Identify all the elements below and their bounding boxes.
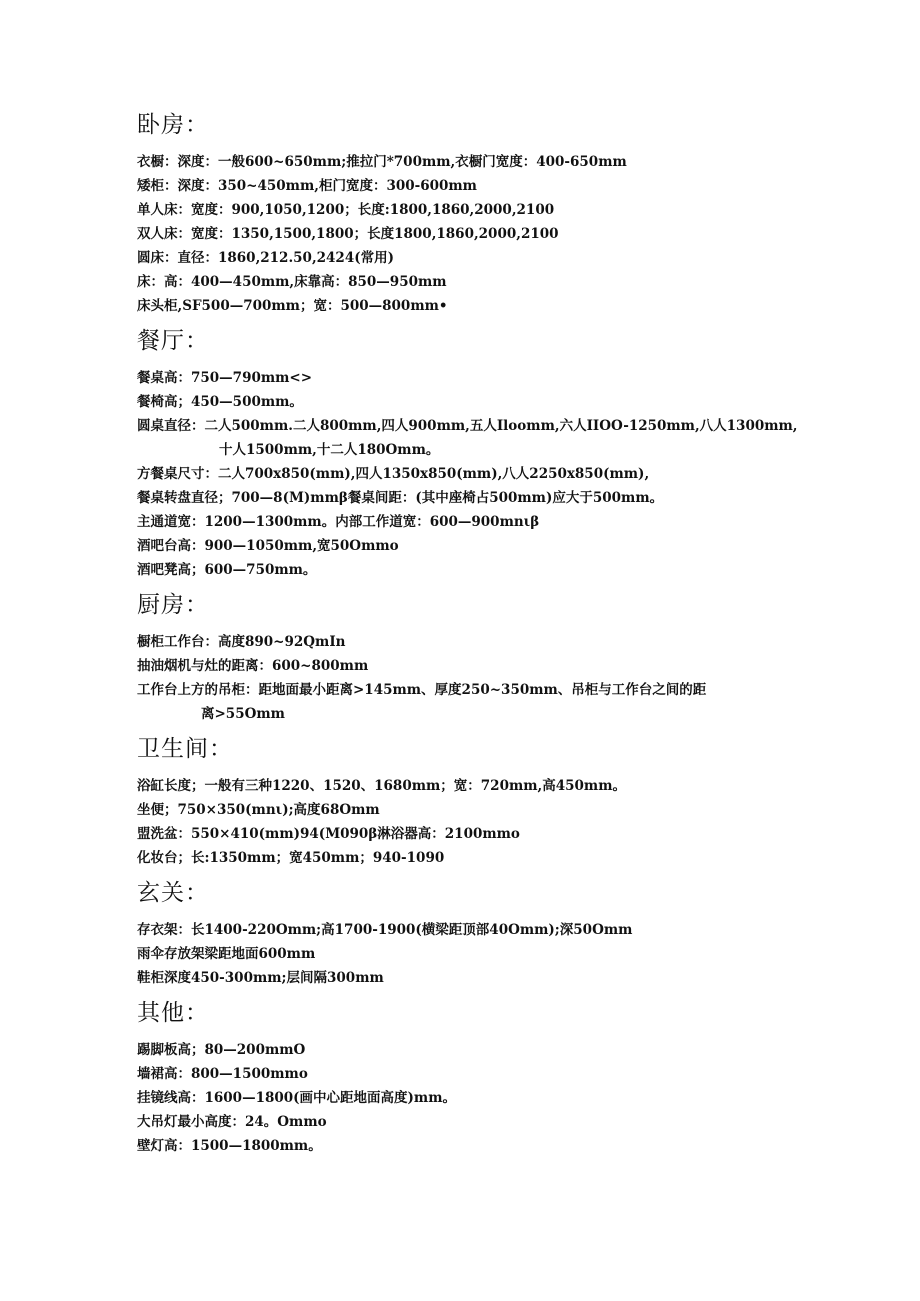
text-line: 酒吧台高：900—1050mm,宽50Ommo	[137, 538, 399, 554]
text-line: 化妆台；长:1350mm；宽450mm；940-1090	[137, 850, 445, 866]
text-line: 酒吧凳高；600—750mm。	[137, 562, 317, 578]
section-dining-room	[137, 324, 797, 582]
section-title: 卫生间：	[137, 736, 233, 762]
text-line: 主通道宽：1200—1300mm。内部工作道宽：600—900mnιβ	[137, 514, 540, 530]
section-title: 厨房：	[137, 592, 209, 618]
text-line: 衣橱：深度：一般600~650mm;推拉门*700mm,衣橱门宽度：400-650mm	[137, 154, 627, 170]
section-title: 玄关：	[137, 880, 209, 906]
text-line: 鞋柜深度450-300mm;层间隔300mm	[137, 970, 384, 986]
section-bathroom	[137, 732, 797, 870]
text-line: 餐椅高；450—500mm。	[137, 394, 303, 410]
text-line: 床头柜,SF500—700mm；宽：500—800mm•	[137, 298, 448, 314]
text-line: 存衣架：长1400-220Omm;高1700-1900(横梁距顶部40Omm);深50Omm	[137, 922, 633, 938]
text-line: 方餐桌尺寸：二人700x850(mm),四人1350x850(mm),八人2250x850(mm),	[137, 466, 650, 482]
section-title: 餐厅：	[137, 328, 209, 354]
text-line: 踢脚板高；80—200mmO	[137, 1042, 306, 1058]
text-line: 盟洗盆：550×410(mm)94(M090β淋浴器高：2100mmo	[137, 826, 520, 842]
section-title: 卧房：	[137, 112, 209, 138]
text-line: 圆桌直径：二人500mm.二人800mm,四人900mm,五人Iloomm,六人IIOO-1250mm,八人1300mm,	[137, 418, 798, 434]
text-line: 墙裙高：800—1500mmo	[137, 1066, 308, 1082]
text-line-continuation: 离>55Omm	[201, 706, 285, 722]
text-line: 单人床：宽度：900,1050,1200；长度:1800,1860,2000,2100	[137, 202, 555, 218]
section-bedroom	[137, 108, 797, 318]
text-line: 餐桌转盘直径；700—8(M)mmβ餐桌间距：(其中座椅占500mm)应大于500mm。	[137, 490, 664, 506]
section-other	[137, 996, 797, 1158]
text-line: 挂镜线高：1600—1800(画中心距地面高度)mm。	[137, 1090, 456, 1106]
text-line: 床：高：400—450mm,床靠高：850—950mm	[137, 274, 447, 290]
text-line: 壁灯高：1500—1800mm。	[137, 1138, 322, 1154]
text-line: 坐便；750×350(mnι);高度68Omm	[137, 802, 380, 818]
text-line: 浴缸长度；一般有三种1220、1520、1680mm；宽：720mm,高450mm。	[137, 778, 626, 794]
section-entrance	[137, 876, 797, 990]
text-line: 大吊灯最小高度：24。Ommo	[137, 1114, 327, 1130]
section-title: 其他：	[137, 1000, 209, 1026]
text-line: 矮柜：深度：350~450mm,柜门宽度：300-600mm	[137, 178, 477, 194]
section-kitchen	[137, 588, 797, 726]
text-line: 橱柜工作台：高度890~92QmIn	[137, 634, 346, 650]
text-line: 双人床：宽度：1350,1500,1800；长度1800,1860,2000,2100	[137, 226, 559, 242]
text-line: 餐桌高：750—790mm<>	[137, 370, 313, 386]
text-line-continuation: 十人1500mm,十二人180Omm。	[219, 442, 440, 458]
text-line: 工作台上方的吊柜：距地面最小距离>145mm、厚度250~350mm、吊柜与工作台之间的距	[137, 682, 707, 698]
text-line: 抽油烟机与灶的距离：600~800mm	[137, 658, 369, 674]
text-line: 雨伞存放架梁距地面600mm	[137, 946, 316, 962]
document-page	[137, 108, 797, 1158]
text-line: 圆床：直径：1860,212.50,2424(常用)	[137, 250, 394, 266]
